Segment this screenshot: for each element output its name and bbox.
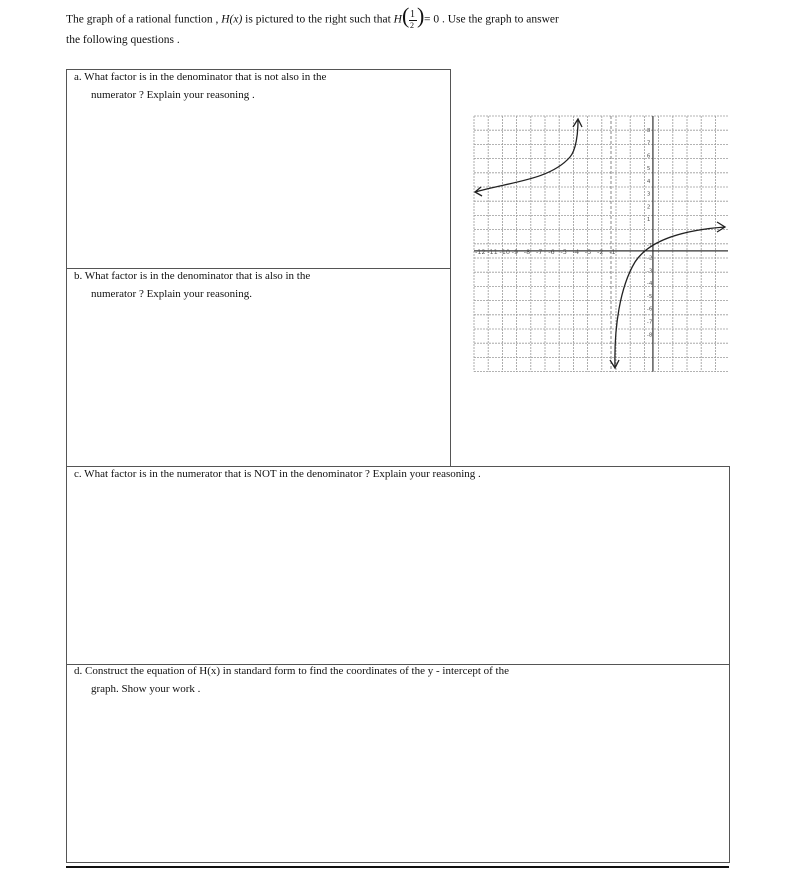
x-tick-label: -11: [487, 247, 498, 256]
question-a: [74, 68, 326, 104]
left-paren: (: [401, 3, 410, 28]
right-paren: ): [416, 3, 425, 28]
y-tick-labels: [647, 128, 653, 338]
question-a-line-2: numerator ? Explain your reasoning .: [91, 89, 255, 101]
answer-box-c[interactable]: [66, 466, 730, 665]
question-b: [74, 267, 310, 303]
y-tick-label: -3: [646, 268, 653, 275]
function-label: H(x): [221, 13, 243, 26]
rational-function-graph: [470, 112, 728, 372]
y-tick-label: 4: [646, 178, 651, 185]
x-tick-label: -9: [511, 247, 519, 256]
y-tick-label: -1: [646, 242, 653, 249]
question-c-line-1: c. What factor is in the numerator that is NOT in the denominator ? Explain your reasoning .: [74, 468, 481, 480]
x-tick-label: -1: [609, 247, 616, 256]
x-tick-label: -3: [584, 247, 592, 256]
question-a-line-1: a. What factor is in the denominator that is not also in the: [74, 71, 327, 83]
y-tick-label: -8: [646, 332, 653, 339]
y-tick-label: -7: [646, 319, 653, 326]
y-tick-label: -2: [646, 255, 653, 262]
y-tick-label: 7: [646, 140, 651, 147]
y-tick-label: 8: [646, 127, 651, 134]
graph-grid: [474, 116, 728, 372]
question-b-line-2: numerator ? Explain your reasoning.: [91, 288, 252, 300]
x-tick-label: -7: [536, 247, 543, 256]
h-letter: H: [393, 13, 402, 26]
y-tick-label: 5: [646, 166, 651, 173]
right-branch-curve: [615, 227, 725, 367]
fraction-denominator: 2: [409, 21, 414, 30]
x-tick-label: -12: [475, 247, 486, 256]
x-tick-label: -10: [499, 247, 511, 256]
question-d-line-2: graph. Show your work .: [91, 683, 201, 695]
intro-text-part: is pictured to the right such that: [242, 13, 394, 26]
question-d: [74, 662, 509, 698]
y-tick-label: 2: [646, 204, 651, 211]
y-tick-label: -6: [646, 306, 653, 313]
x-tick-label: -8: [523, 247, 531, 256]
y-tick-label: 1: [646, 217, 651, 224]
bottom-rule: [66, 866, 729, 868]
y-tick-label: 3: [646, 191, 651, 198]
question-b-line-1: b. What factor is in the denominator that is also in the: [74, 270, 311, 282]
half-fraction: [401, 3, 425, 30]
question-c: [74, 465, 481, 483]
intro-text-part: The graph of a rational function ,: [66, 13, 222, 26]
x-tick-label: -6: [548, 247, 555, 256]
question-d-line-1: d. Construct the equation of H(x) in standard form to find the coordinates of the y - intercept of the: [74, 665, 509, 677]
intro-line-2: the following questions .: [66, 34, 180, 46]
y-tick-label: -5: [646, 293, 653, 300]
x-tick-label: -4: [572, 247, 580, 256]
y-tick-label: -4: [646, 281, 653, 288]
intro-line-1: [66, 3, 559, 30]
fraction-numerator: 1: [409, 9, 415, 20]
intro-text-part: = 0 . Use the graph to answer: [423, 13, 559, 26]
x-tick-label: -5: [560, 247, 567, 256]
left-branch-curve: [475, 120, 578, 192]
y-tick-label: 6: [646, 153, 651, 160]
x-tick-label: -2: [597, 247, 604, 256]
